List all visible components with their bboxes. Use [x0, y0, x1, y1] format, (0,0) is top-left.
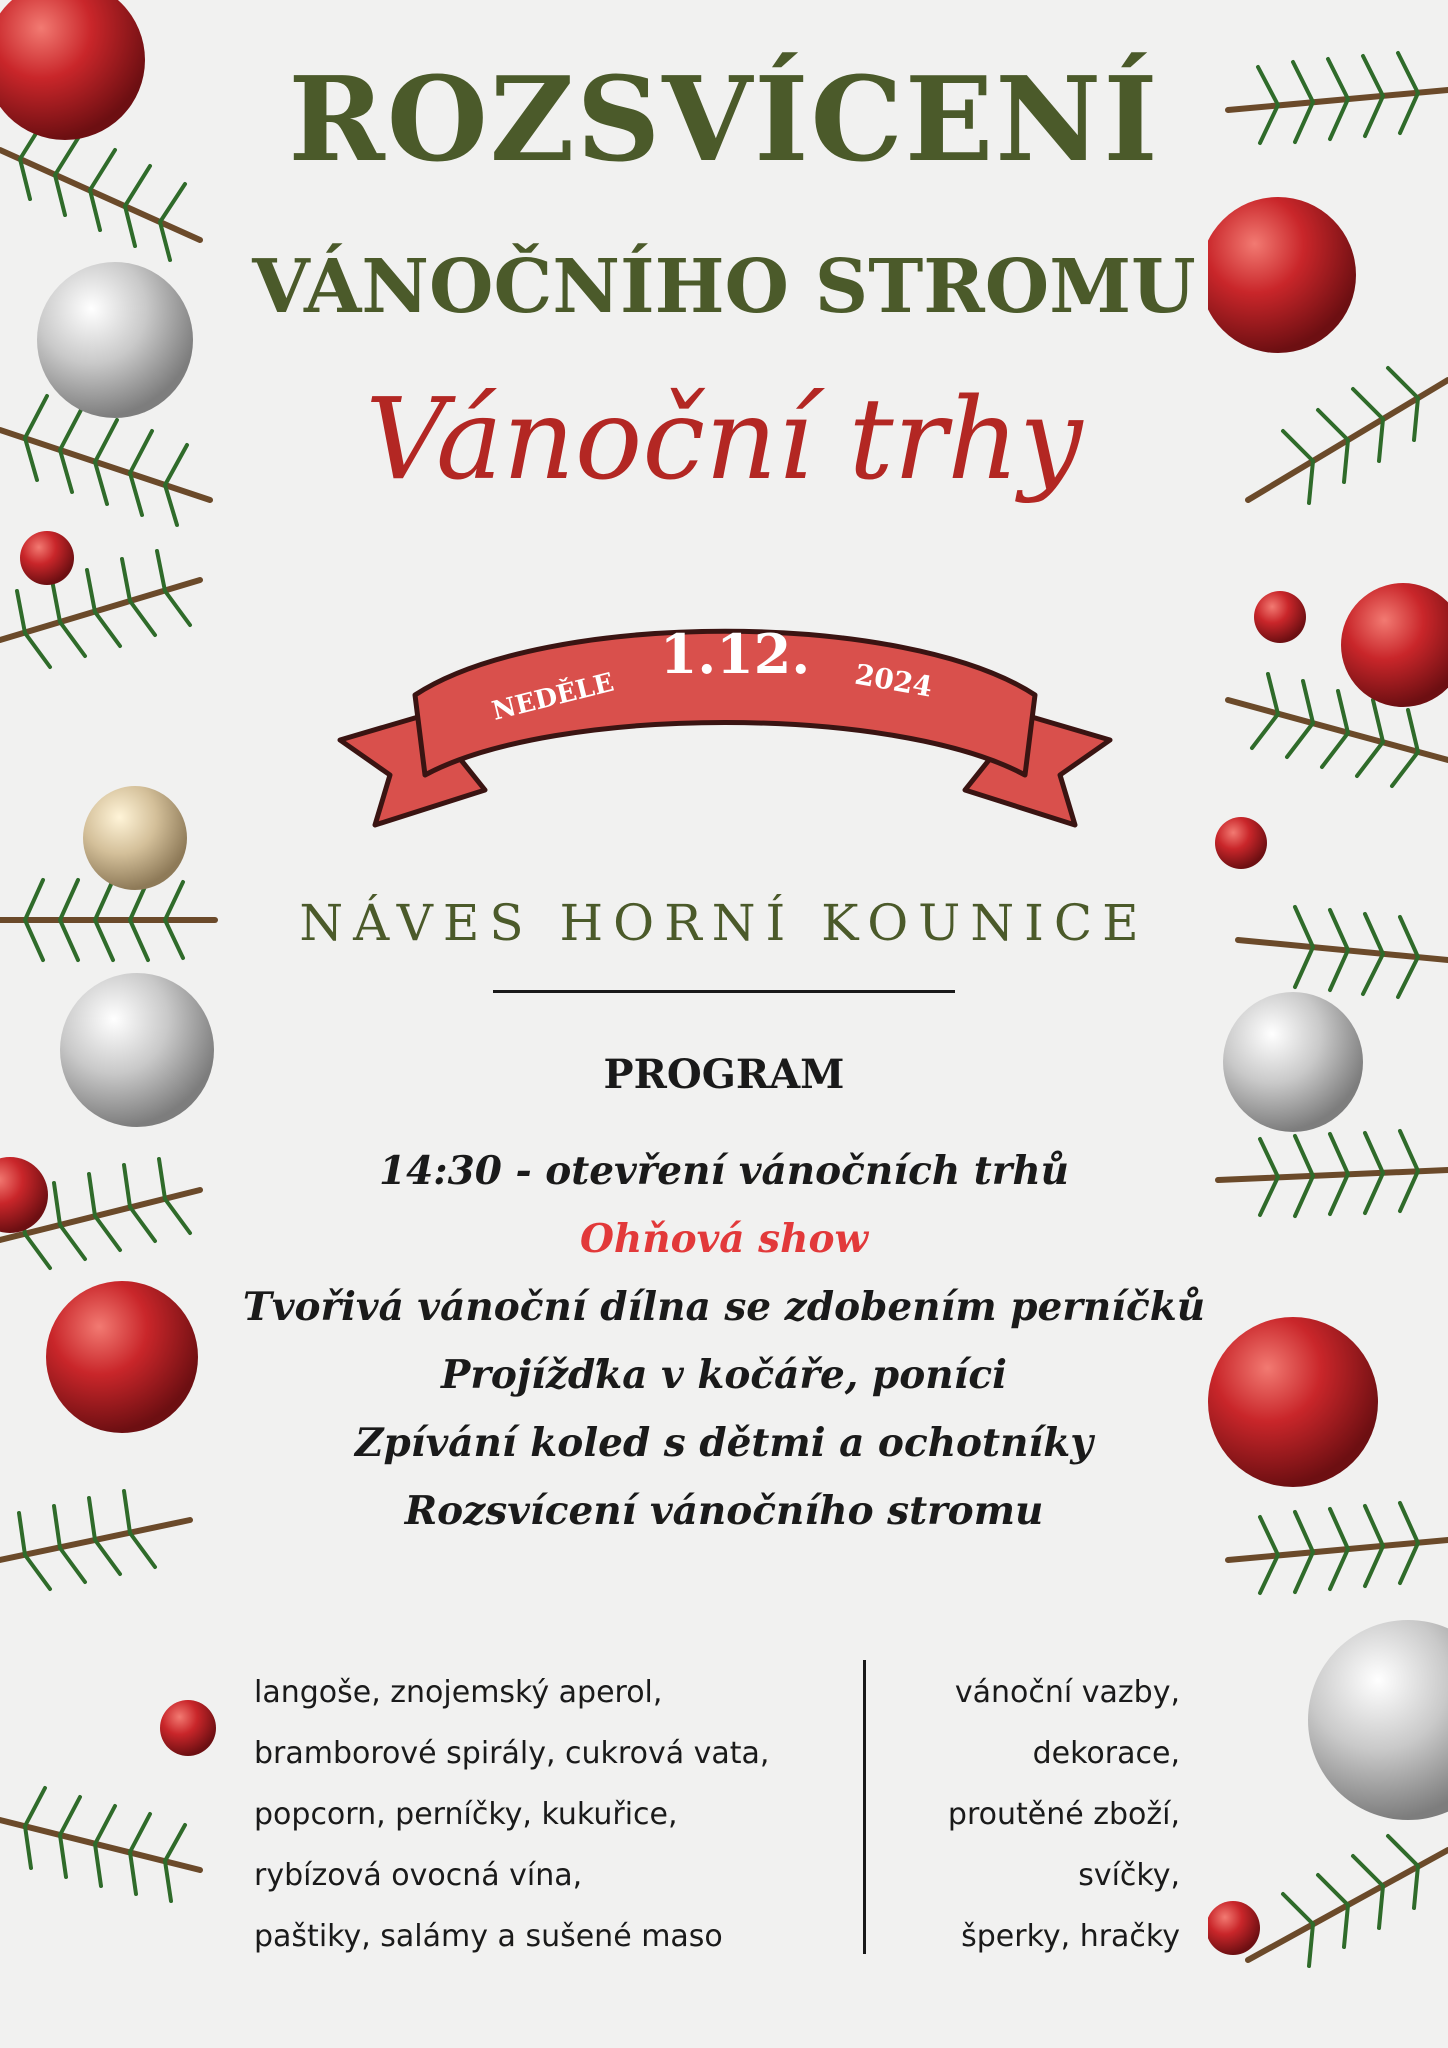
- divider-line: [493, 990, 955, 993]
- silver-glitter-ornament: [1308, 1620, 1448, 1820]
- list-item: rybízová ovocná vína,: [254, 1858, 583, 1893]
- location: NÁVES HORNÍ KOUNICE: [299, 894, 1149, 952]
- red-berry: [1208, 1901, 1260, 1955]
- ribbon-date: 1.12.: [659, 622, 811, 686]
- list-item: paštiky, salámy a sušené maso: [254, 1919, 723, 1954]
- program-item-fire-show: Ohňová show: [579, 1216, 869, 1262]
- program-item-opening: 14:30 - otevření vánočních trhů: [378, 1148, 1070, 1194]
- gold-ornament: [83, 786, 187, 890]
- ribbon-weekday: NEDĚLE: [489, 667, 617, 727]
- ribbon-year: 2024: [852, 657, 935, 704]
- list-item: popcorn, perníčky, kukuřice,: [254, 1797, 678, 1832]
- list-item: bramborové spirály, cukrová vata,: [254, 1736, 770, 1771]
- list-item: proutěné zboží,: [947, 1797, 1180, 1832]
- date-ribbon: [335, 575, 1115, 835]
- program-item-tree-lighting: Rozsvícení vánočního stromu: [404, 1488, 1044, 1534]
- program-heading: PROGRAM: [603, 1051, 845, 1098]
- list-item: dekorace,: [1032, 1736, 1180, 1771]
- food-vendors-list: [254, 1662, 769, 1967]
- red-glitter-ornament: [1341, 583, 1448, 707]
- red-berry: [1215, 817, 1267, 869]
- program-item-carols: Zpívání koled s dětmi a ochotníky: [355, 1420, 1093, 1466]
- red-berry: [160, 1700, 216, 1756]
- list-item: vánoční vazby,: [954, 1675, 1180, 1710]
- fir-branch: [0, 1788, 200, 1901]
- red-berry: [1254, 591, 1306, 643]
- list-item: svíčky,: [1078, 1858, 1180, 1893]
- vendor-column-divider: [863, 1660, 866, 1954]
- program-item-workshop: Tvořivá vánoční dílna se zdobením perníčků: [242, 1284, 1206, 1330]
- red-berry: [20, 531, 74, 585]
- goods-vendors-list: [880, 1662, 1180, 1967]
- title-line-1: ROZSVÍCENÍ: [288, 52, 1160, 188]
- program-item-carriage: Projížďka v kočáře, poníci: [441, 1352, 1007, 1398]
- fir-branch: [1248, 1836, 1448, 1966]
- list-item: langoše, znojemský aperol,: [254, 1675, 663, 1710]
- list-item: šperky, hračky: [961, 1919, 1180, 1954]
- program-list: [0, 1137, 1448, 1545]
- subtitle-script: Vánoční trhy: [365, 375, 1083, 505]
- title-line-2: VÁNOČNÍHO STROMU: [252, 244, 1196, 330]
